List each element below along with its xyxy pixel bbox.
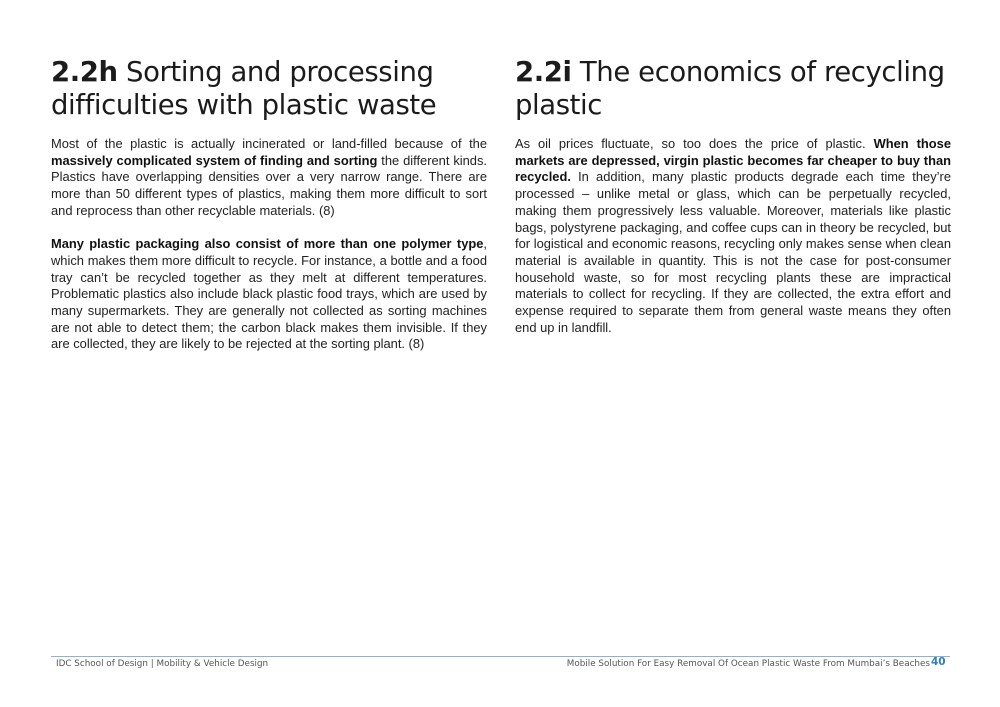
body-text: , which makes them more difficult to recycle. For instance, a bottle and a food tray can’t be recycled together as they melt at different temperatures. Problematic plastics also include black plastic food trays, which are used by many supermarkets. They are generally not collected as sorting machines are not able to detect them; the carbon black makes them invisible. If they are collected, they are likely to be rejected at the sorting plant. (8): [51, 236, 487, 352]
footer-divider: [51, 656, 950, 657]
section-heading: [51, 56, 487, 122]
emphasis-text: Many plastic packaging also consist of more than one polymer type: [51, 236, 484, 252]
body-text: the different kinds. Plastics have overlapping densities over a very narrow range. There are more than 50 different types of plastics, making them more difficult to sort and reprocess than other recyclable materials. (8): [51, 152, 487, 218]
section-number: 2.2i: [515, 56, 572, 88]
section-number: 2.2h: [51, 56, 118, 88]
body-text: In addition, many plastic products degrade each time they’re processed – unlike metal or glass, which can be perpetually recycled, making them progressively less valuable. Moreover, materials like plastic bags, polystyrene packaging, and coffee cups can in theory be recycled, but for logistical and economic reasons, recycling only makes sense when clean material is available in quantity. This is not the case for post-consumer household waste, so for most recycling plants these are impractical materials to collect for recycling. If they are collected, the extra effort and expense required to separate them from general waste means they often end up in landfill.: [515, 169, 951, 335]
section-body: [51, 136, 487, 353]
section-body: [515, 136, 951, 336]
body-text: As oil prices fluctuate, so too does the price of plastic.: [515, 136, 874, 151]
page-number: 40: [931, 656, 946, 668]
body-paragraph: [515, 136, 951, 336]
section-title: Sorting and processing difficulties with plastic waste: [51, 56, 437, 121]
section-2-2h: [51, 56, 487, 353]
body-paragraph: [51, 136, 487, 220]
section-title: The economics of recycling plastic: [515, 56, 945, 121]
body-text: Most of the plastic is actually incinerated or land-filled because of the: [51, 136, 487, 151]
footer-project-title: Mobile Solution For Easy Removal Of Ocean Plastic Waste From Mumbai’s Beaches: [566, 659, 930, 669]
footer-institution: IDC School of Design | Mobility & Vehicle Design: [56, 659, 269, 669]
section-2-2i: [515, 56, 951, 336]
emphasis-text: When those markets are depressed, virgin plastic becomes far cheaper to buy than recycled.: [515, 136, 951, 185]
emphasis-text: massively complicated system of finding and sorting: [51, 152, 378, 168]
section-heading: [515, 56, 951, 122]
body-paragraph: [51, 236, 487, 353]
